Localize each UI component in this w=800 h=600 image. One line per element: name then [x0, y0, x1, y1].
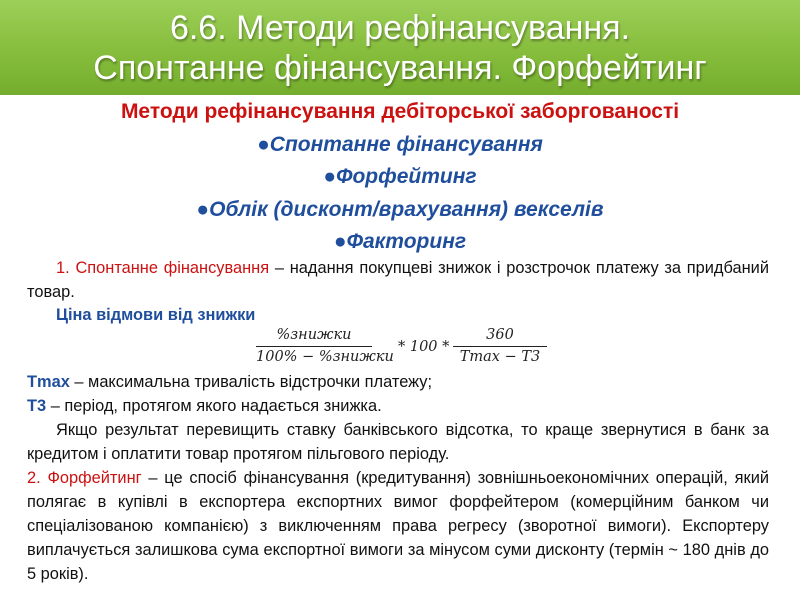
fraction-bar	[453, 346, 547, 347]
method-item-bill-discount: ●Облік (дисконт/врахування) векселів	[196, 198, 604, 221]
fraction-period-numerator: 360	[486, 327, 514, 343]
symbol-tmax: Tmax	[27, 373, 70, 391]
method-item-factoring: ●Факторинг	[333, 230, 467, 253]
term-spontaneous-financing: Спонтанне фінансування	[75, 259, 270, 277]
paragraph-forfaiting	[27, 466, 769, 586]
fraction-bar	[256, 346, 372, 347]
section-subtitle: Методи рефінансування дебіторської заборгованості	[120, 100, 680, 123]
paragraph-result	[27, 418, 769, 466]
definition-spontaneous-financing: – надання покупцеві знижок і розстрочок платежу за придбаний товар.	[27, 259, 769, 301]
definition-t3	[27, 394, 769, 418]
fraction-period-denominator: Tmax − T3	[459, 349, 541, 365]
method-item-spontaneous: ●Спонтанне фінансування	[257, 133, 543, 156]
slide-header	[0, 0, 800, 95]
slide-title-line-2: Спонтанне фінансування. Форфейтинг	[93, 49, 707, 87]
fraction-discount-denominator: 100% − %знижки	[256, 349, 394, 365]
definition-tmax-text: – максимальна тривалість відстрочки платежу;	[69, 373, 433, 391]
definition-t3-text: – період, протягом якого надається знижка.	[46, 397, 382, 415]
section-number-2: 2.	[27, 469, 41, 487]
slide-title-line-1: 6.6. Методи рефінансування.	[169, 9, 631, 47]
fraction-discount	[256, 326, 394, 367]
paragraph-result-text: Якщо результат перевищить ставку банківського відсотка, то краще звернутися в банк за кредитом і оплатити товар протягом пільгового періоду.	[27, 421, 769, 463]
formula-caption: Ціна відмови від знижки	[56, 306, 256, 324]
definition-tmax	[27, 370, 769, 394]
formula-multiplier: * 100 *	[398, 339, 450, 355]
method-item-forfaiting: ●Форфейтинг	[323, 165, 477, 188]
definition-forfaiting: – це спосіб фінансування (кредитування) зовнішньоекономічних операцій, який полягає в купівлі в експортера експортних вимог форфейтером (комерційним банком чи спеціалізованою компанією) з виключенням права регресу (зворотної вимоги). Експортеру виплачується залишкова сума експортної вимоги за мінусом суми дисконту (термін ~ 180 днів до 5 років).	[27, 469, 770, 583]
term-forfaiting: Форфейтинг	[47, 469, 142, 487]
fraction-period	[453, 326, 547, 367]
section-number-1: 1.	[56, 259, 70, 277]
fraction-discount-numerator: %знижки	[276, 327, 352, 343]
symbol-t3: T3	[27, 397, 47, 415]
paragraph-spontaneous-financing	[27, 256, 769, 304]
